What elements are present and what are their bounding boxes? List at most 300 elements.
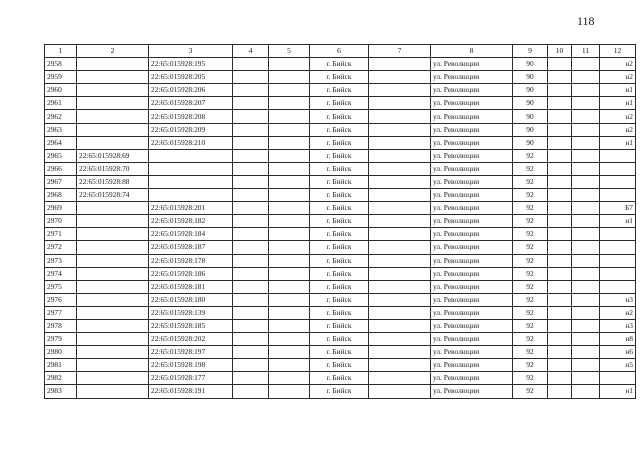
cell-col-11 <box>572 228 600 241</box>
cell-col-11 <box>572 202 600 215</box>
cell-col-8: ул. Революции <box>431 162 513 175</box>
cell-col-9: 92 <box>513 346 548 359</box>
cell-col-2: 22:65:015928:69 <box>77 149 149 162</box>
cell-col-2 <box>77 136 149 149</box>
cell-col-9: 92 <box>513 162 548 175</box>
cell-col-11 <box>572 175 600 188</box>
cell-col-2 <box>77 319 149 332</box>
cell-col-6: г. Бийск <box>310 84 369 97</box>
cell-col-1: 2971 <box>45 228 77 241</box>
cell-col-2 <box>77 293 149 306</box>
cell-col-4 <box>233 385 269 398</box>
cell-col-4 <box>233 97 269 110</box>
cell-col-6: г. Бийск <box>310 189 369 202</box>
cell-col-7 <box>369 346 431 359</box>
cell-col-10 <box>548 84 572 97</box>
cell-col-11 <box>572 267 600 280</box>
cell-col-1: 2981 <box>45 359 77 372</box>
cell-col-8: ул. Революции <box>431 241 513 254</box>
cell-col-3: 22:65:015928:209 <box>149 123 233 136</box>
cell-col-11 <box>572 280 600 293</box>
cell-col-5 <box>269 149 310 162</box>
cell-col-12: н1 <box>600 84 636 97</box>
table-row <box>45 254 636 267</box>
cell-col-5 <box>269 319 310 332</box>
cell-col-3: 22:65:015928:186 <box>149 267 233 280</box>
cell-col-10 <box>548 58 572 71</box>
cell-col-3: 22:65:015928:187 <box>149 241 233 254</box>
column-header-6: 6 <box>310 45 369 58</box>
cell-col-12 <box>600 162 636 175</box>
cell-col-6: г. Бийск <box>310 215 369 228</box>
cell-col-4 <box>233 254 269 267</box>
cell-col-5 <box>269 202 310 215</box>
cell-col-9: 92 <box>513 385 548 398</box>
cell-col-4 <box>233 149 269 162</box>
cell-col-4 <box>233 58 269 71</box>
cell-col-5 <box>269 162 310 175</box>
cell-col-7 <box>369 359 431 372</box>
cell-col-6: г. Бийск <box>310 333 369 346</box>
table-row <box>45 71 636 84</box>
cell-col-2 <box>77 254 149 267</box>
cell-col-11 <box>572 319 600 332</box>
cell-col-10 <box>548 228 572 241</box>
cell-col-4 <box>233 123 269 136</box>
cell-col-7 <box>369 254 431 267</box>
cell-col-12: н2 <box>600 123 636 136</box>
cell-col-4 <box>233 293 269 306</box>
cell-col-7 <box>369 58 431 71</box>
table-row <box>45 241 636 254</box>
cell-col-3 <box>149 175 233 188</box>
cell-col-7 <box>369 110 431 123</box>
cell-col-3: 22:65:015928:197 <box>149 346 233 359</box>
cell-col-10 <box>548 136 572 149</box>
cell-col-7 <box>369 84 431 97</box>
cell-col-12 <box>600 267 636 280</box>
cell-col-12 <box>600 241 636 254</box>
cell-col-11 <box>572 110 600 123</box>
column-header-5: 5 <box>269 45 310 58</box>
cell-col-6: г. Бийск <box>310 372 369 385</box>
cell-col-2 <box>77 123 149 136</box>
cell-col-1: 2964 <box>45 136 77 149</box>
cell-col-11 <box>572 346 600 359</box>
cell-col-1: 2963 <box>45 123 77 136</box>
cell-col-3: 22:65:015928:139 <box>149 306 233 319</box>
cell-col-9: 92 <box>513 149 548 162</box>
cell-col-4 <box>233 359 269 372</box>
column-header-10: 10 <box>548 45 572 58</box>
table-row <box>45 189 636 202</box>
cell-col-7 <box>369 97 431 110</box>
cell-col-1: 2969 <box>45 202 77 215</box>
cell-col-9: 92 <box>513 280 548 293</box>
cell-col-3: 22:65:015928:185 <box>149 319 233 332</box>
cell-col-11 <box>572 123 600 136</box>
cell-col-6: г. Бийск <box>310 319 369 332</box>
cell-col-11 <box>572 359 600 372</box>
cell-col-6: г. Бийск <box>310 267 369 280</box>
cell-col-7 <box>369 293 431 306</box>
table-row <box>45 333 636 346</box>
cell-col-1: 2968 <box>45 189 77 202</box>
table-row <box>45 136 636 149</box>
cell-col-2 <box>77 346 149 359</box>
cell-col-8: ул. Революции <box>431 346 513 359</box>
cell-col-12 <box>600 149 636 162</box>
cell-col-12: н1 <box>600 215 636 228</box>
cell-col-9: 90 <box>513 110 548 123</box>
cell-col-5 <box>269 189 310 202</box>
cell-col-6: г. Бийск <box>310 136 369 149</box>
cell-col-7 <box>369 136 431 149</box>
cell-col-3: 22:65:015928:210 <box>149 136 233 149</box>
cell-col-10 <box>548 110 572 123</box>
cell-col-4 <box>233 241 269 254</box>
cell-col-9: 92 <box>513 241 548 254</box>
cell-col-6: г. Бийск <box>310 110 369 123</box>
table-row <box>45 372 636 385</box>
cell-col-10 <box>548 189 572 202</box>
cell-col-8: ул. Революции <box>431 372 513 385</box>
cell-col-3: 22:65:015928:180 <box>149 293 233 306</box>
cell-col-8: ул. Революции <box>431 319 513 332</box>
cell-col-5 <box>269 241 310 254</box>
cell-col-4 <box>233 162 269 175</box>
cell-col-7 <box>369 241 431 254</box>
cell-col-10 <box>548 306 572 319</box>
cell-col-11 <box>572 84 600 97</box>
cell-col-5 <box>269 123 310 136</box>
cell-col-5 <box>269 215 310 228</box>
cell-col-2 <box>77 333 149 346</box>
cell-col-3: 22:65:015928:191 <box>149 385 233 398</box>
cell-col-1: 2960 <box>45 84 77 97</box>
cell-col-5 <box>269 267 310 280</box>
cell-col-2 <box>77 359 149 372</box>
cell-col-3: 22:65:015928:208 <box>149 110 233 123</box>
cell-col-1: 2966 <box>45 162 77 175</box>
cell-col-8: ул. Революции <box>431 267 513 280</box>
cell-col-4 <box>233 71 269 84</box>
cell-col-8: ул. Революции <box>431 202 513 215</box>
cell-col-2 <box>77 110 149 123</box>
cell-col-4 <box>233 228 269 241</box>
cell-col-12: н3 <box>600 293 636 306</box>
cell-col-9: 92 <box>513 333 548 346</box>
table-row <box>45 293 636 306</box>
cell-col-8: ул. Революции <box>431 385 513 398</box>
cell-col-9: 92 <box>513 372 548 385</box>
cell-col-1: 2978 <box>45 319 77 332</box>
cell-col-8: ул. Революции <box>431 123 513 136</box>
table-row <box>45 346 636 359</box>
cell-col-7 <box>369 372 431 385</box>
cell-col-12: н1 <box>600 136 636 149</box>
cell-col-8: ул. Революции <box>431 359 513 372</box>
table-row <box>45 306 636 319</box>
page-number: 118 <box>577 14 595 28</box>
cell-col-12: н6 <box>600 346 636 359</box>
cell-col-6: г. Бийск <box>310 280 369 293</box>
cell-col-3: 22:65:015928:201 <box>149 202 233 215</box>
cell-col-12: н5 <box>600 359 636 372</box>
cell-col-5 <box>269 385 310 398</box>
column-header-4: 4 <box>233 45 269 58</box>
cell-col-3 <box>149 189 233 202</box>
cell-col-9: 90 <box>513 71 548 84</box>
cell-col-4 <box>233 306 269 319</box>
cell-col-1: 2975 <box>45 280 77 293</box>
cell-col-1: 2973 <box>45 254 77 267</box>
column-header-1: 1 <box>45 45 77 58</box>
cell-col-3 <box>149 149 233 162</box>
header-row <box>45 45 636 58</box>
cell-col-6: г. Бийск <box>310 346 369 359</box>
cell-col-11 <box>572 385 600 398</box>
cell-col-9: 92 <box>513 228 548 241</box>
cell-col-5 <box>269 333 310 346</box>
cell-col-11 <box>572 149 600 162</box>
cell-col-2 <box>77 267 149 280</box>
cell-col-2: 22:65:015928:74 <box>77 189 149 202</box>
cell-col-10 <box>548 202 572 215</box>
cell-col-5 <box>269 97 310 110</box>
cell-col-10 <box>548 280 572 293</box>
cell-col-8: ул. Революции <box>431 254 513 267</box>
cell-col-11 <box>572 333 600 346</box>
cell-col-7 <box>369 162 431 175</box>
cell-col-6: г. Бийск <box>310 123 369 136</box>
cell-col-4 <box>233 267 269 280</box>
cell-col-1: 2967 <box>45 175 77 188</box>
cell-col-5 <box>269 306 310 319</box>
cell-col-9: 92 <box>513 254 548 267</box>
cell-col-3: 22:65:015928:177 <box>149 372 233 385</box>
cell-col-11 <box>572 372 600 385</box>
cell-col-7 <box>369 333 431 346</box>
cell-col-7 <box>369 149 431 162</box>
cell-col-5 <box>269 136 310 149</box>
cell-col-5 <box>269 293 310 306</box>
cell-col-10 <box>548 385 572 398</box>
cell-col-7 <box>369 189 431 202</box>
cell-col-7 <box>369 215 431 228</box>
cell-col-12: н8 <box>600 333 636 346</box>
cell-col-10 <box>548 71 572 84</box>
table-body <box>45 45 636 399</box>
cell-col-6: г. Бийск <box>310 71 369 84</box>
cell-col-4 <box>233 189 269 202</box>
cell-col-3: 22:65:015928:205 <box>149 71 233 84</box>
cell-col-7 <box>369 267 431 280</box>
cell-col-8: ул. Революции <box>431 149 513 162</box>
cell-col-5 <box>269 58 310 71</box>
cell-col-10 <box>548 215 572 228</box>
cell-col-2: 22:65:015928:88 <box>77 175 149 188</box>
cell-col-10 <box>548 346 572 359</box>
cell-col-7 <box>369 123 431 136</box>
cell-col-11 <box>572 97 600 110</box>
table-row <box>45 385 636 398</box>
cell-col-12 <box>600 254 636 267</box>
cell-col-2 <box>77 71 149 84</box>
cell-col-11 <box>572 58 600 71</box>
cell-col-4 <box>233 175 269 188</box>
cell-col-9: 92 <box>513 319 548 332</box>
column-header-8: 8 <box>431 45 513 58</box>
cell-col-3: 22:65:015928:184 <box>149 228 233 241</box>
column-header-7: 7 <box>369 45 431 58</box>
cell-col-11 <box>572 254 600 267</box>
cell-col-8: ул. Революции <box>431 293 513 306</box>
cell-col-11 <box>572 162 600 175</box>
cell-col-9: 92 <box>513 202 548 215</box>
cell-col-11 <box>572 306 600 319</box>
cell-col-1: 2977 <box>45 306 77 319</box>
cell-col-6: г. Бийск <box>310 385 369 398</box>
table-row <box>45 175 636 188</box>
cell-col-5 <box>269 228 310 241</box>
cell-col-9: 92 <box>513 267 548 280</box>
cell-col-8: ул. Революции <box>431 71 513 84</box>
cell-col-3: 22:65:015928:182 <box>149 215 233 228</box>
cell-col-1: 2962 <box>45 110 77 123</box>
cell-col-10 <box>548 123 572 136</box>
column-header-12: 12 <box>600 45 636 58</box>
cell-col-1: 2983 <box>45 385 77 398</box>
cell-col-11 <box>572 293 600 306</box>
cell-col-12: н2 <box>600 71 636 84</box>
cell-col-2 <box>77 97 149 110</box>
cell-col-9: 90 <box>513 123 548 136</box>
cell-col-10 <box>548 372 572 385</box>
table-row <box>45 202 636 215</box>
cell-col-12: н2 <box>600 110 636 123</box>
cell-col-2 <box>77 306 149 319</box>
cell-col-7 <box>369 319 431 332</box>
table-row <box>45 162 636 175</box>
cell-col-10 <box>548 359 572 372</box>
cell-col-3: 22:65:015928:207 <box>149 97 233 110</box>
cell-col-9: 92 <box>513 293 548 306</box>
cell-col-5 <box>269 175 310 188</box>
cell-col-11 <box>572 71 600 84</box>
cell-col-2 <box>77 84 149 97</box>
table-row <box>45 228 636 241</box>
cell-col-1: 2958 <box>45 58 77 71</box>
cell-col-12: н2 <box>600 306 636 319</box>
cell-col-1: 2959 <box>45 71 77 84</box>
cell-col-11 <box>572 136 600 149</box>
column-header-2: 2 <box>77 45 149 58</box>
cell-col-11 <box>572 241 600 254</box>
cell-col-1: 2979 <box>45 333 77 346</box>
cell-col-8: ул. Революции <box>431 84 513 97</box>
table-row <box>45 84 636 97</box>
cell-col-4 <box>233 346 269 359</box>
cell-col-5 <box>269 359 310 372</box>
cell-col-6: г. Бийск <box>310 149 369 162</box>
cell-col-3: 22:65:015928:195 <box>149 58 233 71</box>
cell-col-12: н1 <box>600 385 636 398</box>
table-row <box>45 97 636 110</box>
cell-col-4 <box>233 333 269 346</box>
cell-col-9: 92 <box>513 215 548 228</box>
column-header-11: 11 <box>572 45 600 58</box>
cell-col-5 <box>269 372 310 385</box>
cell-col-1: 2980 <box>45 346 77 359</box>
cell-col-4 <box>233 372 269 385</box>
registry-table <box>44 44 636 399</box>
cell-col-12: н3 <box>600 319 636 332</box>
cell-col-9: 92 <box>513 306 548 319</box>
cell-col-6: г. Бийск <box>310 175 369 188</box>
cell-col-7 <box>369 228 431 241</box>
table-row <box>45 319 636 332</box>
cell-col-8: ул. Революции <box>431 228 513 241</box>
table-row <box>45 149 636 162</box>
cell-col-5 <box>269 254 310 267</box>
cell-col-4 <box>233 280 269 293</box>
cell-col-9: 90 <box>513 58 548 71</box>
cell-col-6: г. Бийск <box>310 58 369 71</box>
cell-col-10 <box>548 241 572 254</box>
table-row <box>45 58 636 71</box>
cell-col-6: г. Бийск <box>310 97 369 110</box>
cell-col-12 <box>600 228 636 241</box>
cell-col-4 <box>233 84 269 97</box>
cell-col-6: г. Бийск <box>310 293 369 306</box>
table-row <box>45 280 636 293</box>
cell-col-12: н1 <box>600 97 636 110</box>
cell-col-8: ул. Революции <box>431 280 513 293</box>
cell-col-8: ул. Революции <box>431 333 513 346</box>
cell-col-4 <box>233 110 269 123</box>
cell-col-4 <box>233 319 269 332</box>
cell-col-2 <box>77 228 149 241</box>
cell-col-9: 92 <box>513 189 548 202</box>
cell-col-12 <box>600 175 636 188</box>
cell-col-9: 90 <box>513 136 548 149</box>
cell-col-10 <box>548 149 572 162</box>
cell-col-3 <box>149 162 233 175</box>
cell-col-8: ул. Революции <box>431 306 513 319</box>
cell-col-8: ул. Революции <box>431 215 513 228</box>
cell-col-6: г. Бийск <box>310 359 369 372</box>
cell-col-5 <box>269 84 310 97</box>
cell-col-1: 2974 <box>45 267 77 280</box>
cell-col-1: 2961 <box>45 97 77 110</box>
cell-col-1: 2965 <box>45 149 77 162</box>
column-header-3: 3 <box>149 45 233 58</box>
cell-col-7 <box>369 175 431 188</box>
cell-col-10 <box>548 319 572 332</box>
cell-col-10 <box>548 293 572 306</box>
cell-col-4 <box>233 136 269 149</box>
cell-col-10 <box>548 267 572 280</box>
cell-col-10 <box>548 254 572 267</box>
cell-col-6: г. Бийск <box>310 241 369 254</box>
cell-col-8: ул. Революции <box>431 175 513 188</box>
cell-col-12: Б7 <box>600 202 636 215</box>
cell-col-7 <box>369 202 431 215</box>
table-row <box>45 215 636 228</box>
cell-col-2 <box>77 280 149 293</box>
cell-col-4 <box>233 215 269 228</box>
